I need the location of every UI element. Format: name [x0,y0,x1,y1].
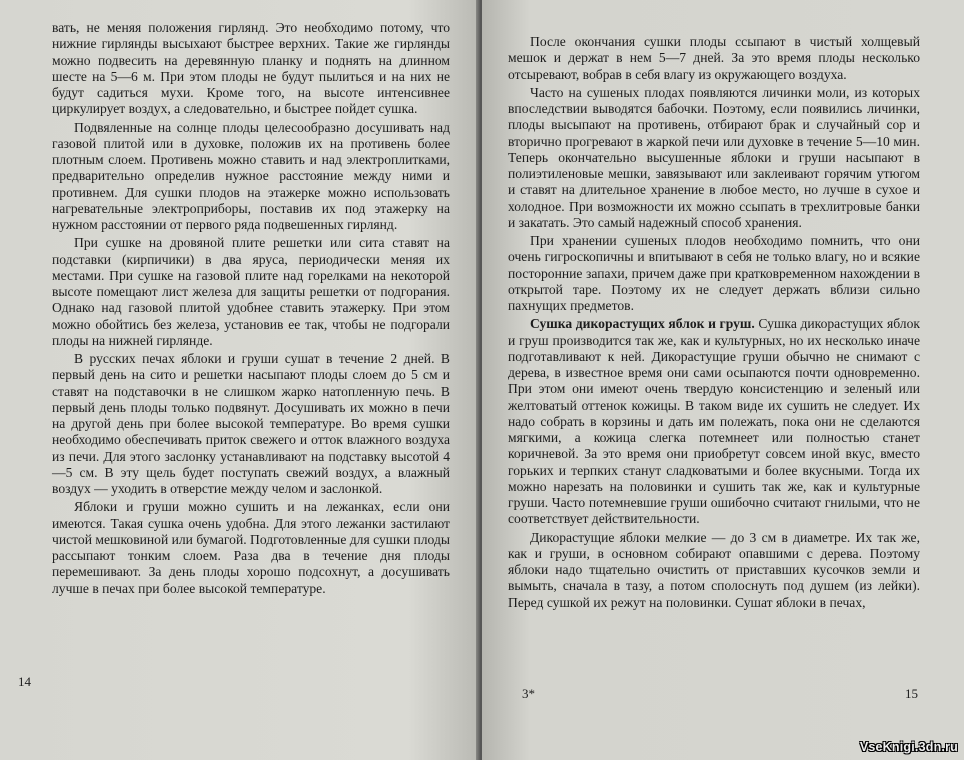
section-paragraph [508,316,920,527]
right-page [482,0,964,760]
right-paragraph-3: При хранении сушеных плодов необходимо помнить, что они очень гигроскопичны и впитывают в себя не только влагу, но и всякие посторонние запахи, причем даже при кратковременном нахождении в открытой таре. Поэтому их не следует держать вблизи сильно пахнущих предметов. [508,233,920,313]
right-paragraph-2: Часто на сушеных плодах появляются личинки моли, из которых впоследствии выводятся бабочки. Поэтому, если появились личинки, плоды высыпают на противень, отбирают брак и случайный сор и вторично прогревают в жаркой печи или духовке в течение 5—10 мин. Теперь окончательно высушенные яблоки и груши насыпают в полиэтиленовые мешки, завязывают или заклеивают горячим утюгом и ставят на длительное хранение в любое место, но лучше в сухое и холодное. При возможности их можно ссыпать в трехлитровые банки и закатать. Это самый надежный способ хранения. [508,84,920,230]
left-paragraph-4: В русских печах яблоки и груши сушат в течение 2 дней. В первый день на сито и решетки насыпают плоды слоем до 5 см и ставят на подставочки в не слишком жарко натопленную печь. В первый день плоды только подвянут. Досушивать их можно в печи на другой день при более высокой температуре. Во время сушки необходимо обеспечивать приток свежего и отток влажного воздуха из печи. Для этого заслонку устанавливают на подставку высотой 4—5 см. В эту щель будет поступать свежий воздух, а влажный воздух — уходить в отверстие между челом и заслонкой. [52,351,450,496]
site-watermark: VseKnigi.3dn.ru [859,740,958,754]
right-paragraph-1: После окончания сушки плоды ссыпают в чистый холщевый мешок и держат в нем 5—7 дней. За это время плоды несколько отсыревают, вобрав в себя влагу из окружающего воздуха. [508,34,920,82]
left-paragraph-2: Подвяленные на солнце плоды целесообразно досушивать над газовой плитой или в духовке, положив их на противень более плотным слоем. Противень можно ставить и над электроплитками, предварительно определив нужное расстояние между ними и противнем. Для сушки плодов на этажерке можно использовать нагревательные электроприборы, поставив их под этажерку на нужном расстоянии от первого ряда подвешенных гирлянд. [52,119,450,232]
signature-mark: 3* [522,686,535,701]
page-number-left: 14 [18,674,31,689]
section-body: Сушка дикорастущих яблок и груш производится так же, как и культурных, но их несколько иначе подготавливают к ней. Дикорастущие груши обычно не снимают с дерева, в известное время они сами осыпаются почти одновременно. При этом они имеют очень твердую консистенцию и зеленый или желтоватый оттенок кожицы. В таком виде их сушить не следует. Их надо собрать в корзины и дать им полежать, пока они не сделаются мягкими, а кожица слегка потемнеет или полностью станет коричневой. За это время они приобретут совсем иной вкус, вместо горьких и терпких станут сладковатыми и более вкусными. Тогда их можно нарезать на половинки и сушить так же, как и культурные груши. Часто потемневшие груши ошибочно считают гнилыми, что не соответствует действительности. [508,316,920,527]
left-paragraph-1: вать, не меняя положения гирлянд. Это необходимо потому, что нижние гирлянды высыхают быстрее верхних. Такие же гирлянды можно подвесить на деревянную планку и поднять на длинном шесте на 5—6 м. При этом плоды не будут пылиться и на них не будут садиться мухи. Кроме того, на высоте интенсивнее циркулирует воздух, а следовательно, и быстрее пойдет сушка. [52,20,450,117]
left-page [0,0,480,760]
page-number-right: 15 [905,686,918,701]
left-paragraph-3: При сушке на дровяной плите решетки или сита ставят на подставки (кирпичики) в два яруса, периодически меняя их местами. При сушке на газовой плите над горелками на некоторой высоте помещают лист железа для защиты решетки от подгорания. Однако над газовой плитой удобнее ставить этажерку. При этом можно обойтись без железа, установив ее так, чтобы не подгорали плоды на нижней гирлянде. [52,235,450,348]
right-paragraph-last: Дикорастущие яблоки мелкие — до 3 см в диаметре. Их так же, как и груши, в основном собирают опавшими с дерева. Поэтому яблоки надо тщательно очистить от приставших кусочков земли и вымыть, сначала в тазу, а потом сполоснуть под душем (из лейки). Перед сушкой их режут на половинки. Сушат яблоки в печах, [508,529,920,610]
section-heading: Сушка дикорастущих яблок и груш. [530,316,755,332]
left-paragraph-5: Яблоки и груши можно сушить и на лежанках, если они имеются. Такая сушка очень удобна. Для этого лежанки застилают чистой мешковиной или бумагой. Подготовленные для сушки плоды рассыпают тонким слоем. Раза два в течение дня плоды перемешивают. За день плоды хорошо подсохнут, а досушивать лучше в печах при более высокой температуре. [52,499,451,596]
